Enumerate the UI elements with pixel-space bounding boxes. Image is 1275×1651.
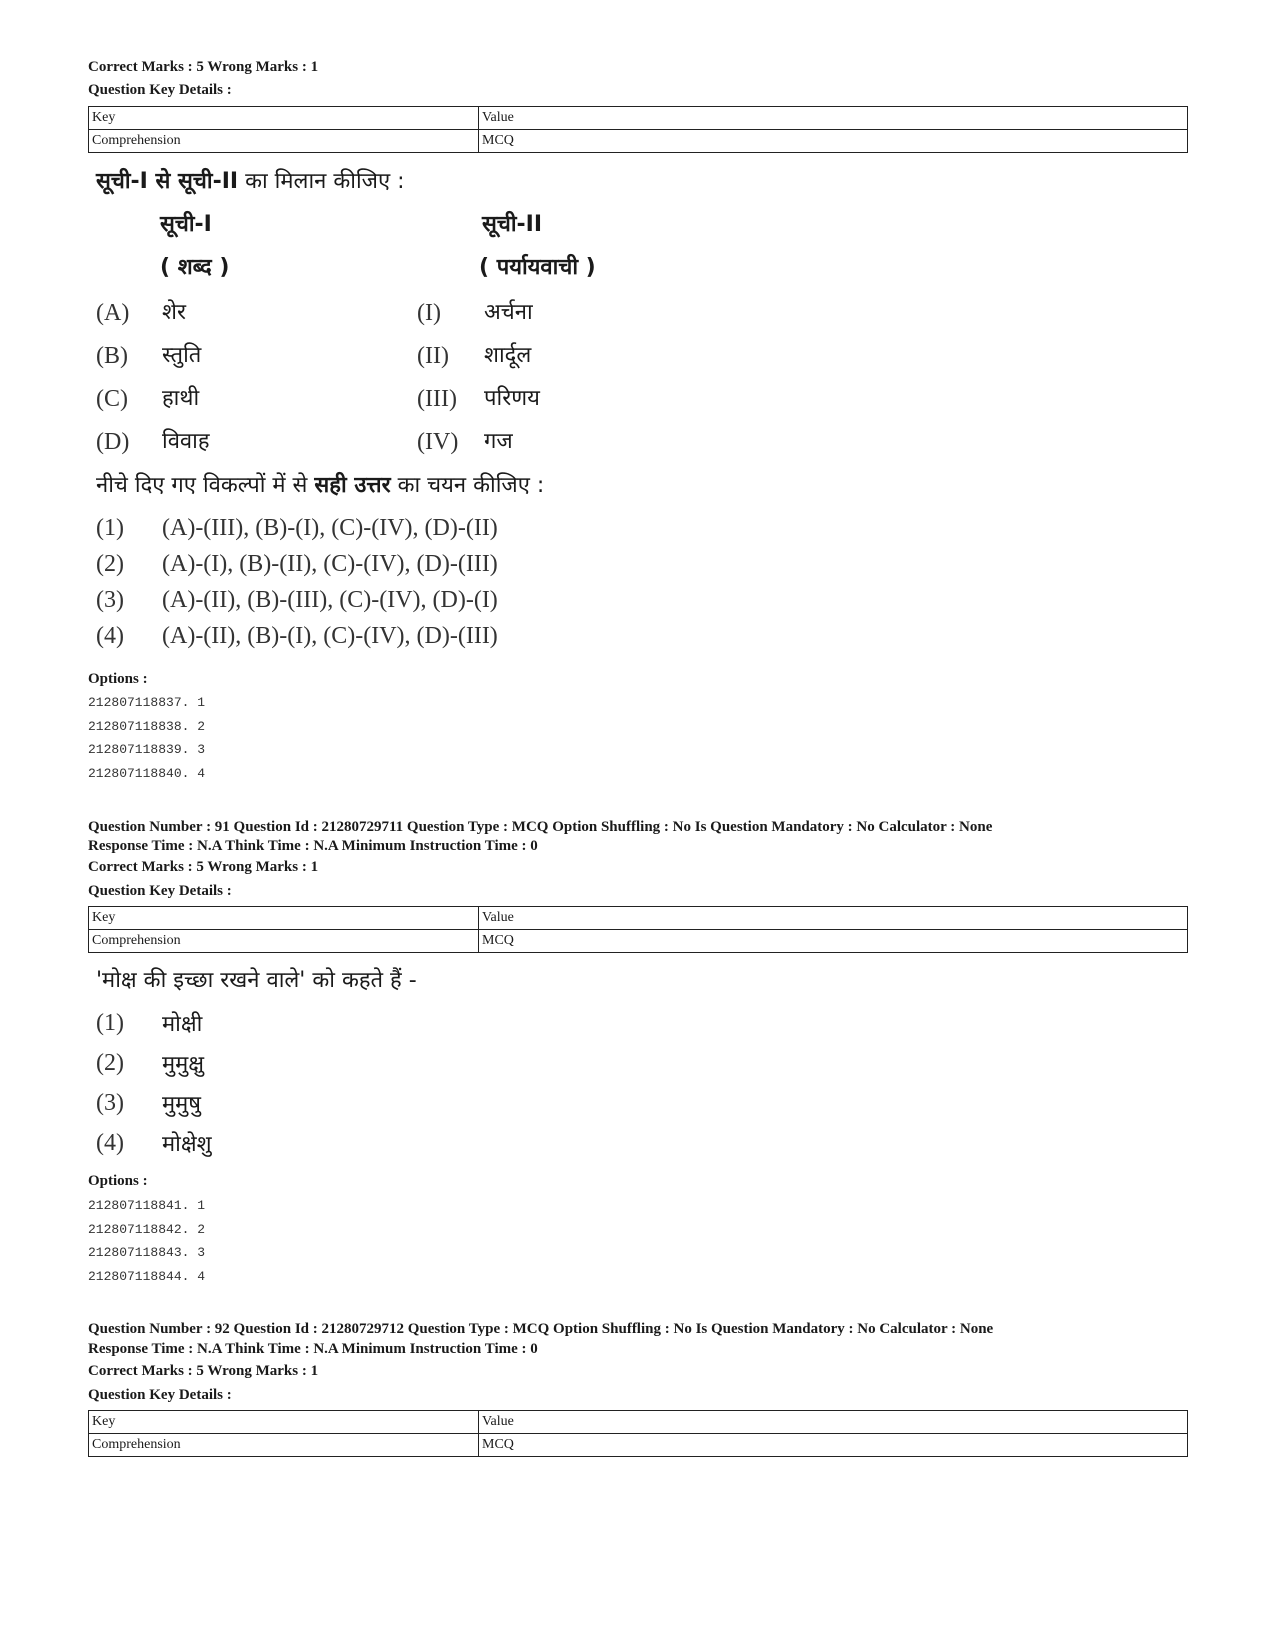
value-header: Value [479,107,1188,130]
value-cell: MCQ [479,130,1188,153]
marks-info: Correct Marks : 5 Wrong Marks : 1 [88,59,319,75]
marks-info: Correct Marks : 5 Wrong Marks : 1 [88,1363,319,1379]
question-key-details-label: Question Key Details : [88,883,232,899]
choice-number: (3) [96,1090,124,1116]
match-row-label: (IV) [417,429,459,455]
key-header: Key [89,907,479,930]
list1-title: सूची-I [160,212,212,237]
option-id: 212807118842. 2 [88,1221,206,1237]
choice-number: (2) [96,1050,124,1076]
list1-subtitle: ( शब्द ) [160,255,230,280]
value-cell: MCQ [479,930,1188,953]
question-prompt-bold: सूची-I से सूची-II [96,169,239,194]
option-id: 212807118844. 4 [88,1268,206,1284]
option-id-list [88,1194,205,1288]
value-header: Value [479,907,1188,930]
match-row-label: (I) [417,300,441,326]
choice-text: (A)-(II), (B)-(I), (C)-(IV), (D)-(III) [162,623,498,649]
choice-text: मुमुक्षु [162,1052,205,1077]
value-cell: MCQ [479,1434,1188,1457]
choice-text: (A)-(III), (B)-(I), (C)-(IV), (D)-(II) [162,515,498,541]
key-header: Key [89,107,479,130]
choice-number: (1) [96,1010,124,1036]
match-row-label: (C) [96,386,128,412]
choice-text: (A)-(II), (B)-(III), (C)-(IV), (D)-(I) [162,587,498,613]
options-label: Options : [88,1173,148,1189]
list2-title: सूची-II [482,212,543,237]
question-timing: Response Time : N.A Think Time : N.A Minimum Instruction Time : 0 [88,1341,538,1357]
option-id: 212807118840. 4 [88,765,206,781]
value-header: Value [479,1411,1188,1434]
match-row-term: हाथी [162,386,200,411]
choice-text: मोक्षी [162,1012,203,1037]
option-id: 212807118839. 3 [88,742,206,757]
match-row-label: (II) [417,343,449,369]
match-row-term: विवाह [162,429,210,454]
question-header: Question Number : 91 Question Id : 21280729711 Question Type : MCQ Option Shuffling : No Is Question Mandatory : No Calculator : None [88,819,993,835]
choice-text: (A)-(I), (B)-(II), (C)-(IV), (D)-(III) [162,551,498,577]
marks-info: Correct Marks : 5 Wrong Marks : 1 [88,859,319,875]
key-cell: Comprehension [89,1434,479,1457]
match-row-synonym: परिणय [484,386,540,411]
question-header: Question Number : 92 Question Id : 21280729712 Question Type : MCQ Option Shuffling : No Is Question Mandatory : No Calculator : None [88,1321,994,1337]
match-row-synonym: अर्चना [484,300,533,325]
match-row-synonym: शार्दूल [484,343,532,368]
choice-text: मोक्षेशु [162,1132,212,1157]
question-key-details-label: Question Key Details : [88,82,232,98]
choice-text: मुमुषु [162,1092,202,1117]
options-label: Options : [88,671,148,687]
choice-number: (4) [96,1130,124,1156]
question-key-table [88,106,1188,153]
question-prompt: 'मोक्ष की इच्छा रखने वाले' को कहते हैं - [96,968,417,993]
key-cell: Comprehension [89,130,479,153]
match-row-label: (III) [417,386,457,412]
question-key-table [88,906,1188,953]
question-key-details-label: Question Key Details : [88,1387,232,1403]
question-prompt [96,165,405,195]
question-prompt-rest: का मिलान कीजिए : [238,169,405,194]
option-id: 212807118837. 1 [88,695,206,710]
answer-instruction: नीचे दिए गए विकल्पों में से सही उत्तर का चयन कीजिए : [96,473,545,498]
question-key-table [88,1410,1188,1457]
key-header: Key [89,1411,479,1434]
option-id: 212807118838. 2 [88,718,206,734]
choice-number: (1) [96,515,124,541]
question-timing: Response Time : N.A Think Time : N.A Minimum Instruction Time : 0 [88,838,538,854]
choice-number: (3) [96,587,124,613]
key-cell: Comprehension [89,930,479,953]
match-row-label: (A) [96,300,130,326]
option-id: 212807118843. 3 [88,1245,206,1260]
match-row-synonym: गज [484,429,513,454]
match-row-label: (D) [96,429,130,455]
option-id: 212807118841. 1 [88,1198,206,1213]
match-row-term: शेर [162,300,186,325]
choice-number: (4) [96,623,124,649]
list2-subtitle: ( पर्यायवाची ) [479,255,596,280]
match-row-term: स्तुति [162,343,202,368]
choice-number: (2) [96,551,124,577]
option-id-list [88,691,205,785]
match-row-label: (B) [96,343,128,369]
